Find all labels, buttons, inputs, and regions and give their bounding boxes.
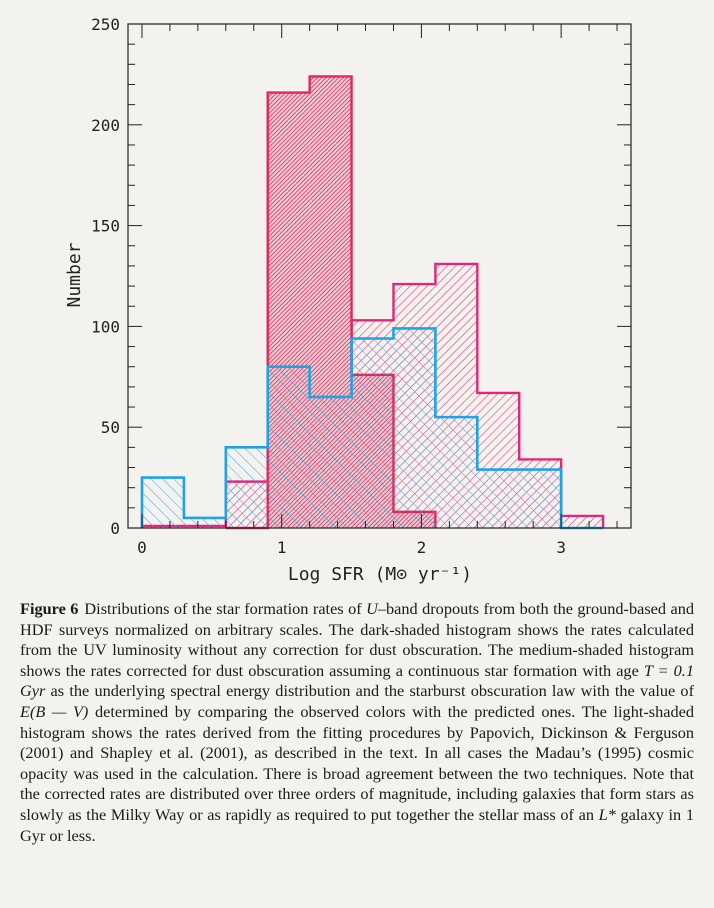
bar-light [519, 470, 561, 528]
y-tick-label: 0 [110, 519, 120, 538]
caption-ebv: E(B — V) [20, 701, 89, 721]
caption-u-band: U [366, 599, 378, 618]
bar-light [142, 478, 184, 528]
y-axis-title: Number [64, 242, 85, 308]
x-tick-label: 0 [137, 538, 147, 557]
caption-text-3: as the underlying spectral energy distribution and the starburst obscuration law with the value of [45, 681, 694, 701]
bar-light [352, 338, 394, 528]
bar-light [310, 397, 352, 528]
y-tick-label: 150 [91, 216, 120, 236]
series-light [142, 328, 603, 528]
x-tick-label: 1 [276, 538, 287, 557]
x-axis-title: Log SFR (M⊙ yr⁻¹) [287, 564, 473, 585]
figure-caption [20, 599, 694, 846]
caption-age: T = 0.1 Gyr [20, 660, 694, 701]
figure-label: Figure 6 [20, 599, 79, 618]
bar-light [184, 518, 226, 528]
y-tick-label: 250 [91, 15, 120, 34]
bar-light [226, 447, 268, 528]
y-tick-label: 50 [100, 418, 120, 438]
x-tick-label: 2 [416, 538, 427, 557]
bar-light [435, 417, 477, 528]
caption-text-4: determined by comparing the observed colors with the predicted ones. The light-shaded histogram shows the rates derived from the fitting procedures by Papovich, Dickinson & Ferguson (2001) and Shapley et al. (2001), as described in the text. In all cases the Madau’s (1995) cosmic opacity was used in the calculation. There is broad agreement between the two techniques. Note that the corrected rates are distributed over three orders of magnitude, including galaxies that form stars as slowly as the Milky Way or as rapidly as required to put together the stellar mass of an [20, 701, 694, 824]
caption-text-5: galaxy in 1 Gyr or less. [20, 804, 694, 845]
bar-light [393, 328, 435, 528]
bar-medium [561, 516, 603, 528]
caption-text-1: Distributions of the star formation rates of [84, 599, 367, 618]
bar-light [268, 367, 310, 528]
y-tick-label: 100 [91, 317, 120, 337]
caption-lstar: L* [598, 804, 616, 824]
bar-light [477, 470, 519, 528]
y-tick-label: 200 [91, 115, 120, 135]
caption-text-2: –band dropouts from both the ground-based and HDF surveys normalized on arbitrary scales. The dark-shaded histogram shows the rates calculated from the UV luminosity without any correction for dust obscuration. The medium-shaded histogram shows the rates corrected for dust obscuration assuming a continuous star formation with age [20, 599, 694, 680]
x-tick-label: 3 [556, 538, 566, 557]
